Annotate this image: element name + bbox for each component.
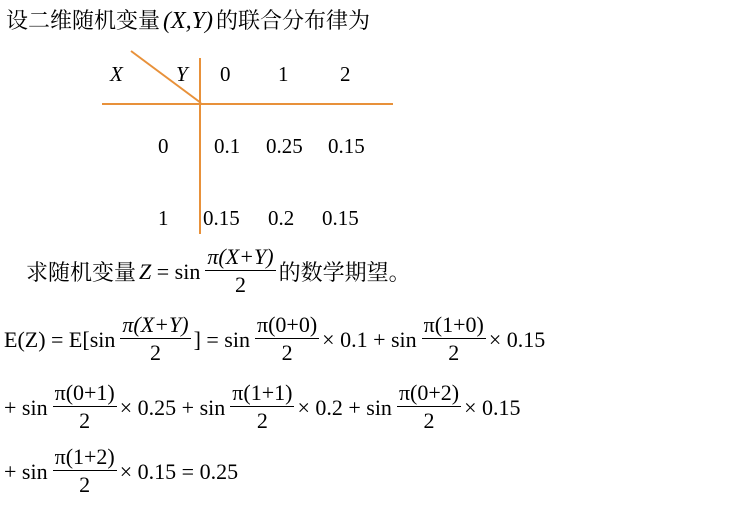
sol1-mid: ] = sin	[193, 326, 250, 352]
question-fraction	[205, 244, 275, 299]
table-row-0-x: 0	[158, 134, 169, 158]
question-line	[26, 244, 414, 299]
sol2-t1: × 0.25 + sin	[119, 394, 226, 420]
sol2-frac1-num: π(0+1)	[54, 380, 115, 405]
table-row-0-val-0: 0.1	[214, 134, 241, 158]
problem-intro-tail: 的联合分布律为	[216, 9, 371, 34]
sol2-frac2	[230, 380, 294, 435]
table-row-1-val-0: 0.15	[203, 206, 240, 230]
sol2-t3: × 0.15	[464, 394, 521, 420]
sol1-frac3-num: π(1+0)	[423, 312, 484, 337]
solution-line-2	[4, 380, 524, 435]
sol1-lhs: E(Z) = E[sin	[4, 326, 116, 352]
sol2-frac2-den: 2	[230, 406, 294, 435]
table-row-1-x: 1	[158, 206, 169, 230]
table-row-0-val-1: 0.25	[266, 134, 303, 158]
table-col-header: Y	[176, 62, 188, 86]
sol1-frac3-den: 2	[422, 338, 486, 367]
question-prefix: 求随机变量	[26, 261, 137, 286]
sol2-frac1	[53, 380, 117, 435]
table-row-1-val-1: 0.2	[268, 206, 295, 230]
table-row-1-val-2: 0.15	[322, 206, 359, 230]
problem-intro-math: (X,Y)	[163, 8, 214, 34]
sol1-frac2	[255, 312, 319, 367]
sol3-frac1-num: π(1+2)	[54, 444, 115, 469]
table-row-0-val-2: 0.15	[328, 134, 365, 158]
sol1-t2: × 0.15	[488, 326, 546, 352]
solution-line-1	[4, 312, 548, 367]
sol2-frac3	[397, 380, 461, 435]
table-col-0: 0	[220, 62, 231, 86]
sol2-t2: × 0.2 + sin	[297, 394, 392, 420]
table-diagonal	[131, 51, 201, 103]
question-fraction-den: 2	[205, 270, 275, 299]
solution-line-3	[4, 444, 241, 499]
question-lhs: Z = sin	[139, 258, 201, 284]
problem-intro: 设二维随机变量	[6, 9, 161, 34]
sol2-frac2-num: π(1+1)	[232, 380, 293, 405]
sol2-frac3-num: π(0+2)	[398, 380, 460, 405]
sol3-frac1	[53, 444, 117, 499]
sol3-frac1-den: 2	[53, 470, 117, 499]
sol2-frac1-den: 2	[53, 406, 117, 435]
sol1-frac2-den: 2	[255, 338, 319, 367]
sol1-frac2-num: π(0+0)	[257, 312, 318, 337]
sol3-t1: × 0.15 = 0.25	[119, 458, 239, 484]
question-fraction-num: π(X+Y)	[207, 244, 274, 269]
sol2-frac3-den: 2	[397, 406, 461, 435]
table-col-1: 1	[278, 62, 289, 86]
table-col-2: 2	[340, 62, 351, 86]
sol1-frac1-den: 2	[120, 338, 190, 367]
question-suffix: 的数学期望。	[278, 261, 411, 286]
sol2-s1: + sin	[4, 394, 48, 420]
table-row-header: X	[110, 62, 123, 86]
sol1-t1: × 0.1 + sin	[322, 326, 417, 352]
sol1-frac1	[120, 312, 190, 367]
sol3-s1: + sin	[4, 458, 48, 484]
sol1-frac3	[422, 312, 486, 367]
sol1-frac1-num: π(X+Y)	[122, 312, 189, 337]
